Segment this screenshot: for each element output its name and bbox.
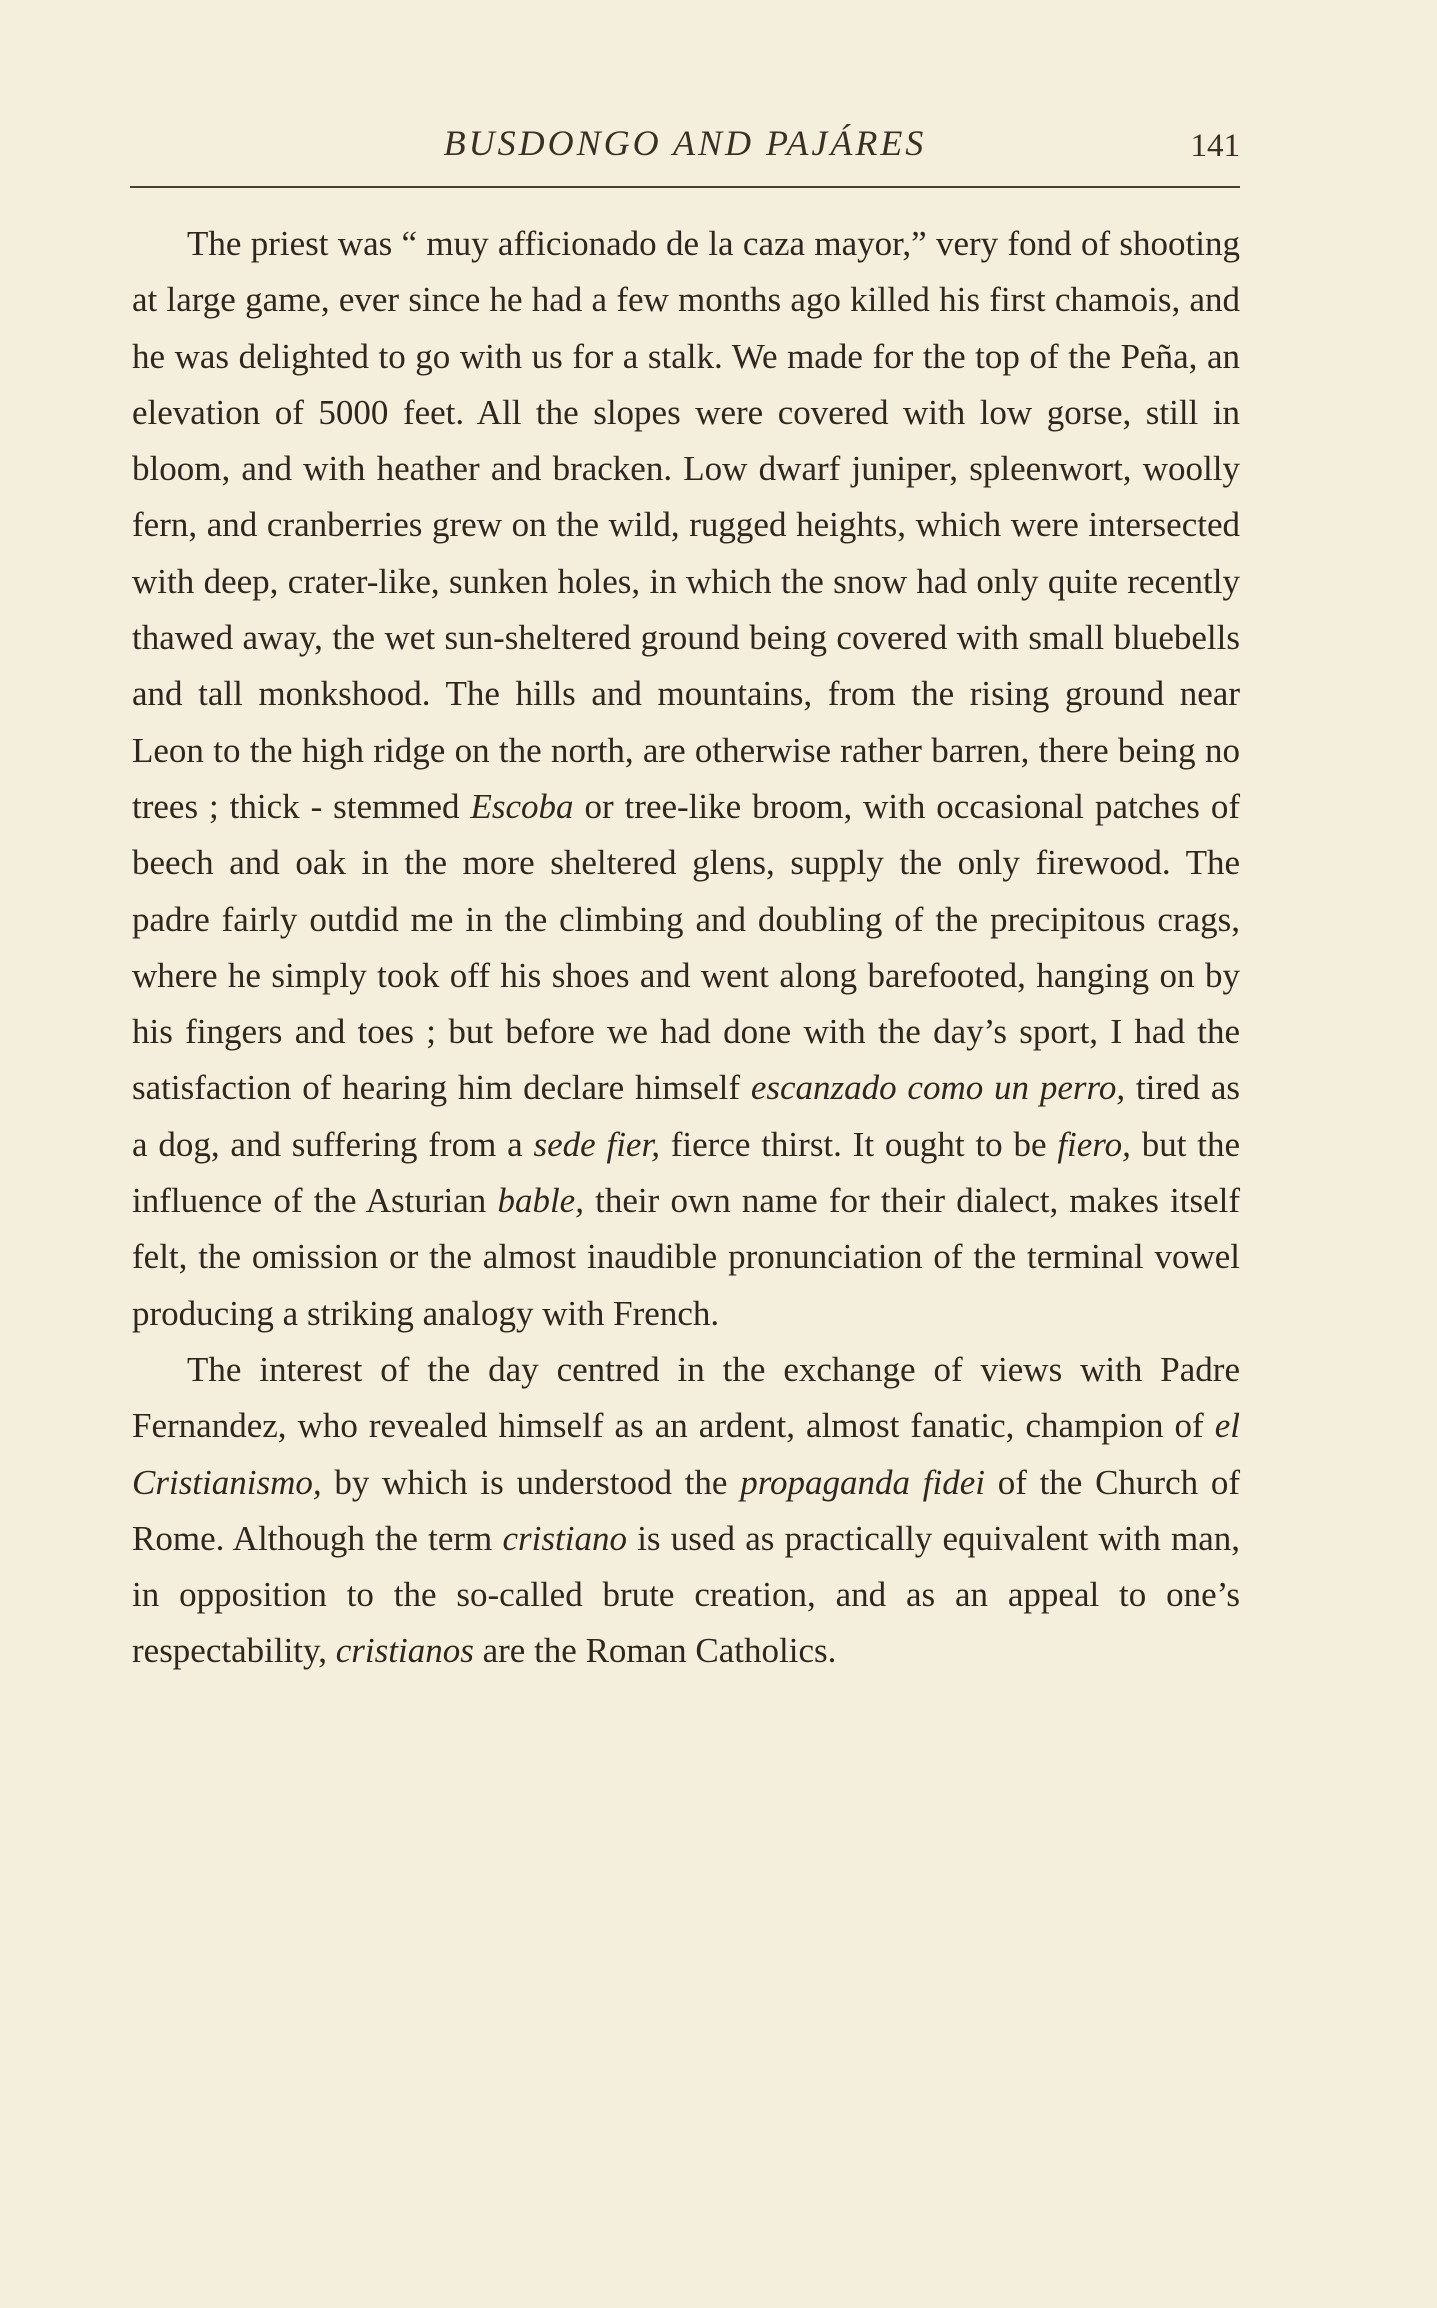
text-span: The priest was “ muy afficionado de la caza mayor,” very fond of shooting at large game, ever since he had a few months ago killed his first chamois, and he was delighted to go with us for a stalk. We made for the top of the Peña, an elevation of 5000 feet. All the slopes were covered with low gorse, still in bloom, and with heather and bracken. Low dwarf juniper, spleenwort, woolly fern, and cranberries grew on the wild, rugged heights, which were intersected with deep, crater-like, sunken holes, in which the snow had only quite recently thawed away, the wet sun-sheltered ground being covered with small bluebells and tall monkshood. The hills and mountains, from the rising ground near Leon to the high ridge on the north, are otherwise rather barren, there being no trees ; thick - stemmed [132,224,1240,826]
text-span: fierce thirst. It ought to be [659,1124,1058,1164]
text-span: of the Church of Rome. Although the term [132,1462,1240,1558]
text-span: are the Roman Catholics. [473,1631,837,1671]
italic-text-span: cristiano [502,1518,627,1558]
italic-text-span: el Cristianismo, [132,1406,1240,1502]
italic-text-span: Escoba [470,786,574,826]
text-span: or tree-like broom, with occasional patches of beech and oak in the more sheltered glens, supply the only firewood. The padre fairly outdid me in the climbing and doubling of the precipitous crags, where he simply took off his shoes and went along barefooted, hanging on by his fingers and toes ; but before we had done with the day’s sport, I had the satisfaction of hearing him declare himself [132,786,1240,1108]
text-span: their own name for their dialect, makes itself felt, the omission or the almost inaudible pronunciation of the terminal vowel producing a striking analogy with French. [132,1181,1240,1333]
running-head-title: BUSDONGO AND PAJÁRES [443,123,927,163]
paragraph [132,216,1240,1342]
italic-text-span: escanzado como un perro, [750,1068,1126,1108]
paragraph [132,1342,1240,1680]
text-span: by which is understood the [321,1462,741,1502]
italic-text-span: cristianos [335,1631,474,1671]
body-text [132,216,1240,1680]
running-head [130,112,1240,172]
italic-text-span: fiero, [1057,1124,1131,1164]
text-span: but the influence of the Asturian [132,1124,1240,1221]
text-span: is used as practically equivalent with man, in opposition to the so-called brute creation, and as an appeal to one’s respectability, [132,1518,1241,1671]
header-rule [130,186,1240,188]
italic-text-span: bable, [497,1181,584,1221]
italic-text-span: propaganda fidei [740,1462,985,1502]
text-span: tired as a dog, and suffering from a [132,1068,1241,1164]
text-span: The interest of the day centred in the exchange of views with Padre Fernandez, who revealed himself as an ardent, almost fanatic, champion of [132,1349,1240,1446]
page-number: 141 [1190,128,1240,164]
italic-text-span: sede fier, [533,1124,660,1164]
